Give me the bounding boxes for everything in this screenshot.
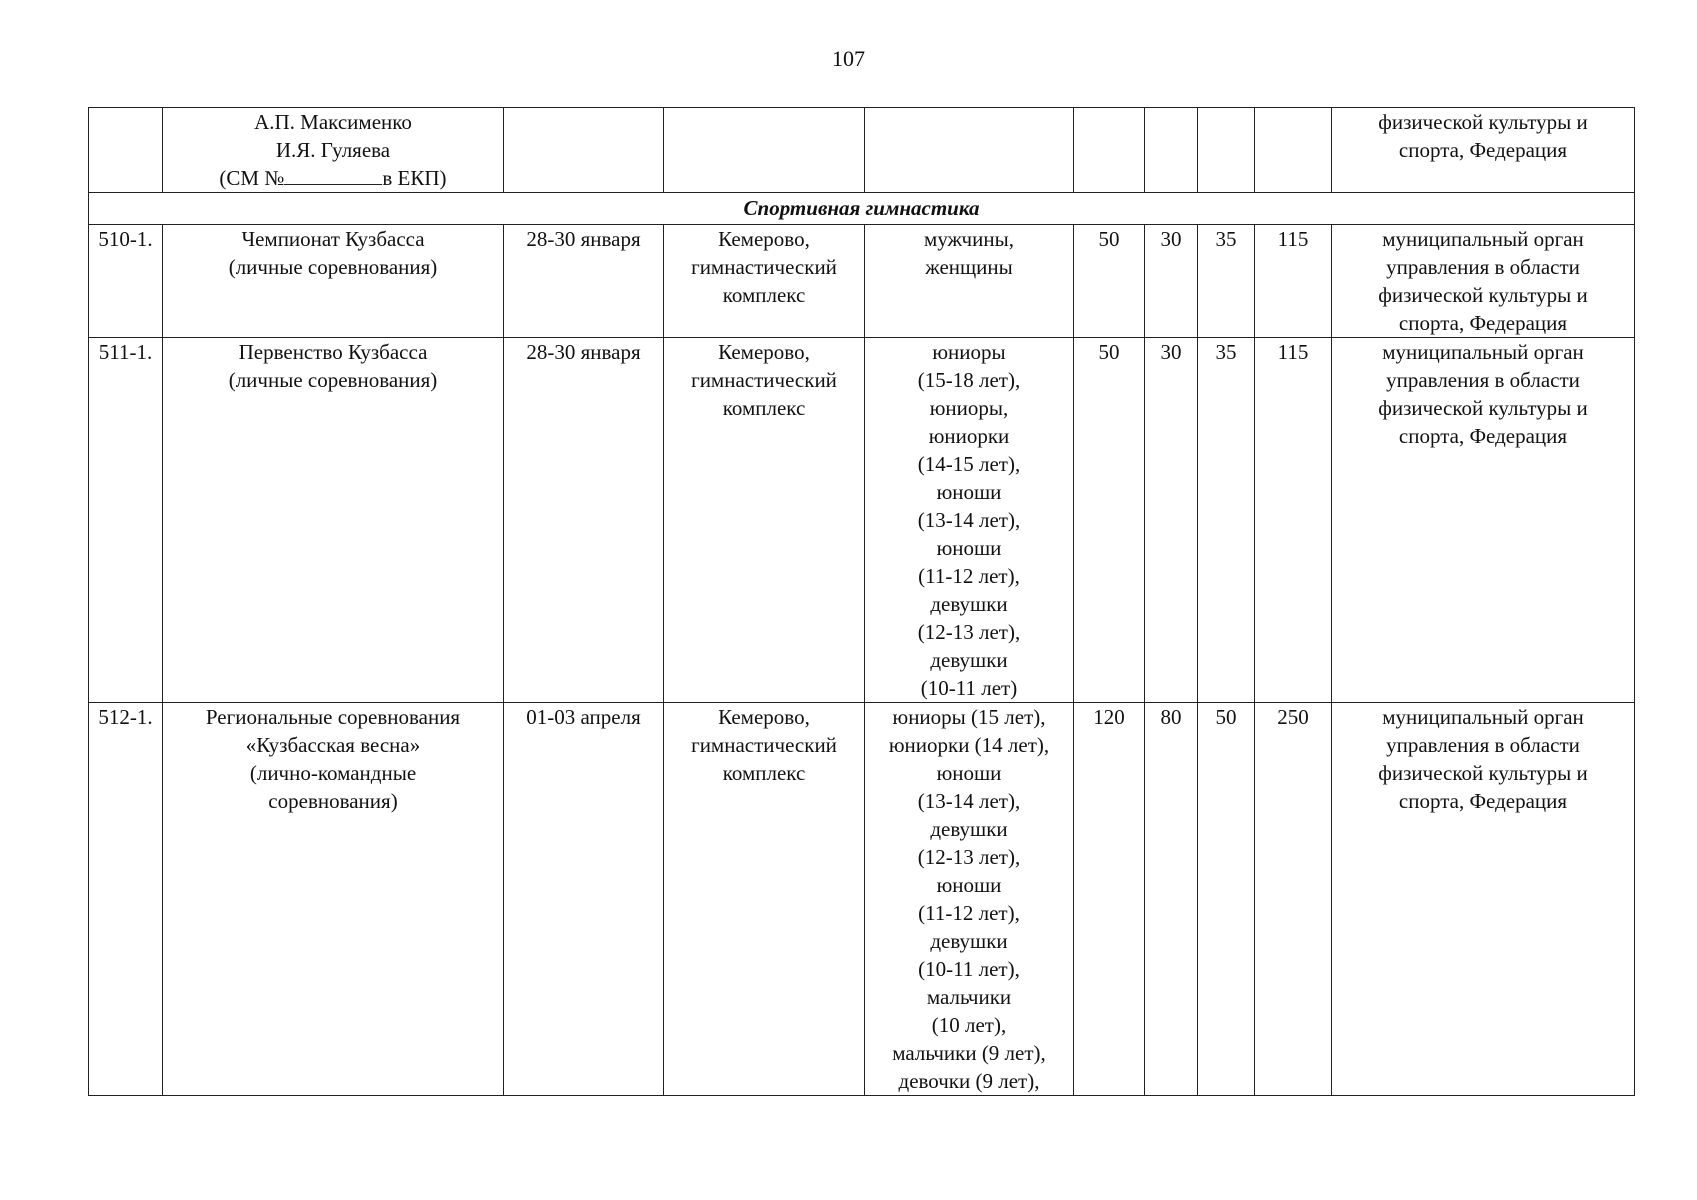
text-line: управления в области: [1386, 733, 1580, 757]
text-line: (13-14 лет),: [917, 508, 1021, 532]
text-line: А.П. Максименко: [254, 110, 412, 134]
cell-place: [664, 225, 865, 338]
cell-col3: [1198, 108, 1255, 193]
cell-col1: [1074, 108, 1145, 193]
text-line: юниорки: [928, 424, 1010, 448]
cell-total: [1255, 108, 1332, 193]
cell-col2: 30: [1145, 338, 1198, 703]
cell-col1: 50: [1074, 225, 1145, 338]
cell-total: 250: [1255, 703, 1332, 1096]
row-number: 510-1.: [89, 225, 163, 338]
text-line: «Кузбасская весна»: [245, 733, 421, 757]
text-line: гимнастический: [691, 255, 837, 279]
text-line: Чемпионат Кузбасса: [241, 227, 425, 251]
cell-organizer: [1332, 108, 1635, 193]
text-line: спорта, Федерация: [1398, 311, 1568, 335]
table-row: [89, 703, 1635, 1096]
row-number: 512-1.: [89, 703, 163, 1096]
table-row-continuation: [89, 108, 1635, 193]
cell-col1: 120: [1074, 703, 1145, 1096]
text-line: Кемерово,: [718, 227, 810, 251]
cell-date: 28-30 января: [504, 338, 664, 703]
text-line: юниорки (14 лет),: [888, 733, 1050, 757]
text-line: (10-11 лет): [920, 676, 1018, 700]
text-line: юноши: [936, 761, 1002, 785]
text-line: (12-13 лет),: [917, 620, 1021, 644]
cell-participants: [865, 225, 1074, 338]
row-number: 511-1.: [89, 338, 163, 703]
text-line: мальчики: [926, 985, 1012, 1009]
cell-date: 28-30 января: [504, 225, 664, 338]
section-header-row: [89, 193, 1635, 225]
cell-col3: 35: [1198, 225, 1255, 338]
text-line: девушки: [930, 648, 1008, 672]
text-line: спорта, Федерация: [1398, 789, 1568, 813]
cell-organizer: [1332, 338, 1635, 703]
cell-participants: [865, 338, 1074, 703]
text-line: мальчики (9 лет),: [892, 1041, 1046, 1065]
cell-col2: [1145, 108, 1198, 193]
cell-col1: 50: [1074, 338, 1145, 703]
text-line: физической культуры и: [1378, 761, 1588, 785]
text-line: юниоры (15 лет),: [892, 705, 1046, 729]
cell-place: [664, 338, 865, 703]
cell-col2: 80: [1145, 703, 1198, 1096]
cell-total: 115: [1255, 338, 1332, 703]
table-body: [89, 108, 1635, 1096]
events-table: [88, 107, 1635, 1096]
text-line: муниципальный орган: [1382, 227, 1584, 251]
text-line: муниципальный орган: [1382, 340, 1584, 364]
text-line: управления в области: [1386, 255, 1580, 279]
blank-field: [284, 166, 382, 185]
text-line: девушки: [930, 817, 1008, 841]
ekp-prefix: (СМ №: [219, 166, 285, 190]
text-line: И.Я. Гуляева: [275, 138, 391, 162]
text-line: Кемерово,: [718, 705, 810, 729]
text-line: Кемерово,: [718, 340, 810, 364]
text-line: гимнастический: [691, 733, 837, 757]
text-line: комплекс: [722, 761, 806, 785]
cell-col3: 35: [1198, 338, 1255, 703]
text-line: юноши: [936, 873, 1002, 897]
cell-event: [163, 703, 504, 1096]
cell-place: [664, 703, 865, 1096]
text-line: мужчины,: [924, 227, 1014, 251]
text-line: физической культуры и: [1378, 110, 1588, 134]
text-line: (11-12 лет),: [918, 901, 1020, 925]
table-row: [89, 225, 1635, 338]
cell-organizer: [1332, 703, 1635, 1096]
text-line: (14-15 лет),: [917, 452, 1021, 476]
text-line: физической культуры и: [1378, 283, 1588, 307]
text-line: юниоры,: [929, 396, 1009, 420]
text-line: женщины: [925, 255, 1013, 279]
cell-participants: [865, 703, 1074, 1096]
text-line: Региональные соревнования: [205, 705, 461, 729]
cell-event: [163, 225, 504, 338]
text-line: управления в области: [1386, 368, 1580, 392]
ekp-line: [166, 164, 500, 192]
text-line: комплекс: [722, 283, 806, 307]
text-line: девушки: [930, 929, 1008, 953]
text-line: физической культуры и: [1378, 396, 1588, 420]
cell-participants: [865, 108, 1074, 193]
section-title: Спортивная гимнастика: [89, 193, 1635, 225]
cell-total: 115: [1255, 225, 1332, 338]
text-line: юноши: [936, 536, 1002, 560]
text-line: (лично-командные: [249, 761, 417, 785]
page-number: 107: [832, 46, 865, 71]
text-line: (13-14 лет),: [917, 789, 1021, 813]
text-line: (10 лет),: [931, 1013, 1007, 1037]
text-line: спорта, Федерация: [1398, 424, 1568, 448]
cell-date: 01-03 апреля: [504, 703, 664, 1096]
text-line: (10-11 лет),: [918, 957, 1020, 981]
text-line: спорта, Федерация: [1398, 138, 1568, 162]
ekp-suffix: в ЕКП): [382, 166, 447, 190]
cell-event: [163, 108, 504, 193]
text-line: (12-13 лет),: [917, 845, 1021, 869]
text-line: (11-12 лет),: [918, 564, 1020, 588]
text-line: Первенство Кузбасса: [238, 340, 428, 364]
text-line: юниоры: [932, 340, 1006, 364]
text-line: гимнастический: [691, 368, 837, 392]
text-line: комплекс: [722, 396, 806, 420]
text-line: (личные соревнования): [228, 255, 438, 279]
text-line: девушки: [930, 592, 1008, 616]
text-line: (15-18 лет),: [917, 368, 1021, 392]
cell-event: [163, 338, 504, 703]
text-line: девочки (9 лет),: [898, 1069, 1040, 1093]
cell-col2: 30: [1145, 225, 1198, 338]
cell-date: [504, 108, 664, 193]
text-line: муниципальный орган: [1382, 705, 1584, 729]
text-line: юноши: [936, 480, 1002, 504]
text-line: (личные соревнования): [228, 368, 438, 392]
table-row: [89, 338, 1635, 703]
text-line: соревнования): [268, 789, 398, 813]
cell-place: [664, 108, 865, 193]
cell-number: [89, 108, 163, 193]
cell-organizer: [1332, 225, 1635, 338]
cell-col3: 50: [1198, 703, 1255, 1096]
